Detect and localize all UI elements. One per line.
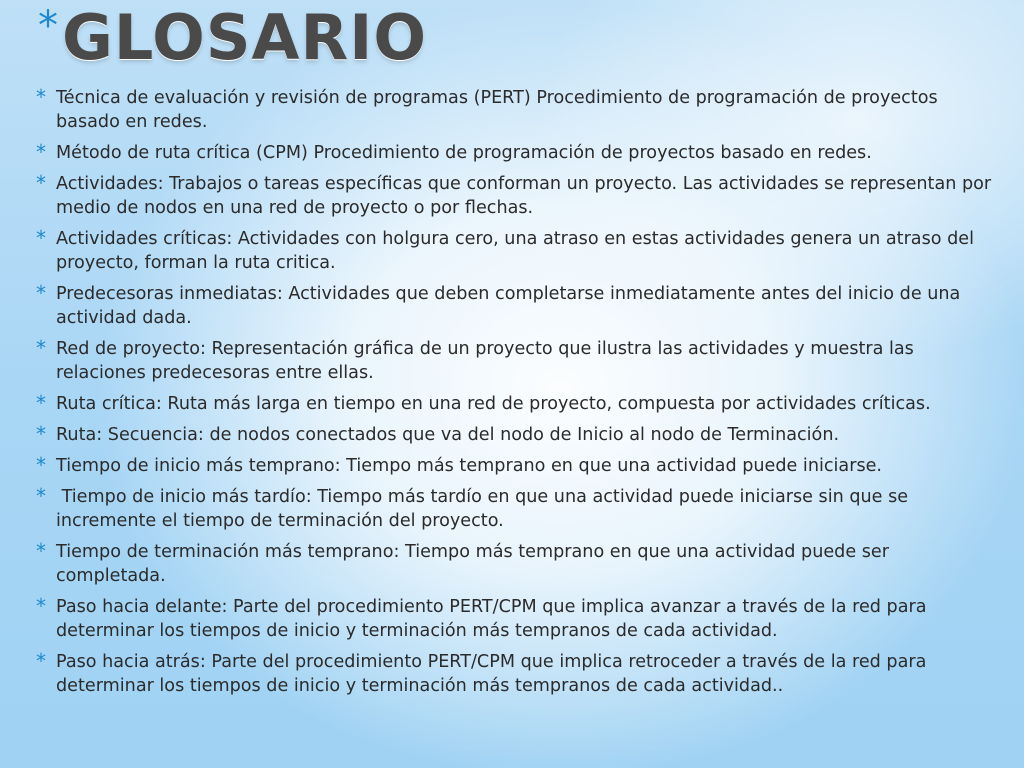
title-area xyxy=(38,2,427,86)
glossary-content xyxy=(36,86,996,705)
glossary-item-text: Red de proyecto: Representación gráfica de un proyecto que ilustra las actividades y muestra las relaciones predecesoras entre ellas. xyxy=(56,339,914,383)
glossary-item-text: Ruta crítica: Ruta más larga en tiempo en una red de proyecto, compuesta por actividades críticas. xyxy=(56,394,931,414)
glossary-item-text: Ruta: Secuencia: de nodos conectados que va del nodo de Inicio al nodo de Terminación. xyxy=(56,425,840,445)
bullet-icon: * xyxy=(36,594,46,618)
bullet-icon: * xyxy=(36,281,46,305)
bullet-icon: * xyxy=(36,140,46,164)
glossary-item xyxy=(36,172,996,220)
glossary-item xyxy=(36,337,996,385)
bullet-icon: * xyxy=(36,484,46,508)
title-bullet-icon: * xyxy=(38,3,58,49)
glossary-item-text: Paso hacia delante: Parte del procedimiento PERT/CPM que implica avanzar a través de la red para determinar los tiempos de inicio y terminación más tempranos de cada actividad. xyxy=(56,597,927,641)
bullet-icon: * xyxy=(36,391,46,415)
glossary-item-text: Actividades críticas: Actividades con holgura cero, una atraso en estas actividades genera un atraso del proyecto, forman la ruta critica. xyxy=(56,229,974,273)
glossary-item-text: Predecesoras inmediatas: Actividades que deben completarse inmediatamente antes del inicio de una actividad dada. xyxy=(56,284,961,328)
glossary-item xyxy=(36,392,996,416)
bullet-icon: * xyxy=(36,171,46,195)
bullet-icon: * xyxy=(36,85,46,109)
glossary-item-text: Paso hacia atrás: Parte del procedimiento PERT/CPM que implica retroceder a través de la red para determinar los tiempos de inicio y terminación más tempranos de cada actividad.. xyxy=(56,652,927,696)
glossary-item xyxy=(36,595,996,643)
glossary-item xyxy=(36,454,996,478)
bullet-icon: * xyxy=(36,539,46,563)
glossary-item xyxy=(36,485,996,533)
glossary-item xyxy=(36,282,996,330)
bullet-icon: * xyxy=(36,453,46,477)
glossary-item-text: Actividades: Trabajos o tareas específicas que conforman un proyecto. Las actividades se representan por medio de nodos en una red de proyecto o por flechas. xyxy=(56,174,992,218)
glossary-item xyxy=(36,227,996,275)
slide-title: GLOSARIO xyxy=(62,1,428,74)
glossary-item-text: Técnica de evaluación y revisión de programas (PERT) Procedimiento de programación de proyectos basado en redes. xyxy=(56,88,938,132)
bullet-icon: * xyxy=(36,336,46,360)
glossary-item-text: Tiempo de inicio más tardío: Tiempo más tardío en que una actividad puede iniciarse sin que se incremente el tiempo de terminación del proyecto. xyxy=(56,487,914,531)
glossary-item xyxy=(36,141,996,165)
glossary-item xyxy=(36,540,996,588)
glossary-list xyxy=(36,86,996,698)
bullet-icon: * xyxy=(36,649,46,673)
glossary-item-text: Tiempo de terminación más temprano: Tiempo más temprano en que una actividad puede ser completada. xyxy=(56,542,889,586)
bullet-icon: * xyxy=(36,422,46,446)
glossary-item xyxy=(36,86,996,134)
glossary-item-text: Método de ruta crítica (CPM) Procedimiento de programación de proyectos basado en redes. xyxy=(56,143,872,163)
glossary-item-text: Tiempo de inicio más temprano: Tiempo más temprano en que una actividad puede iniciarse. xyxy=(56,456,883,476)
glossary-item xyxy=(36,650,996,698)
glossary-item xyxy=(36,423,996,447)
bullet-icon: * xyxy=(36,226,46,250)
